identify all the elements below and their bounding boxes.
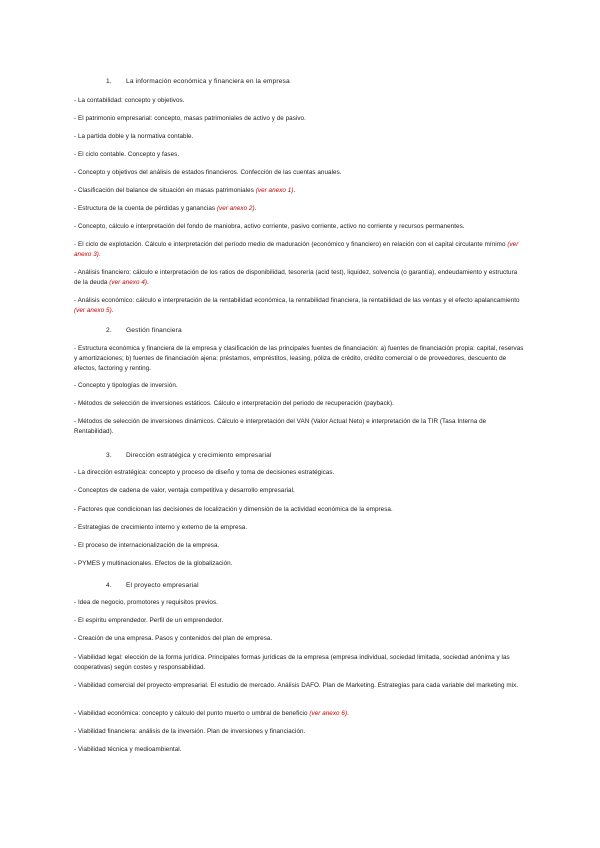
item-text: - Viabilidad legal: elección de la forma jurídica. Principales formas jurídicas de la empresa (empresa individual, sociedad limitada, sociedad anónima y las cooperativas) según costes y responsabilidad. bbox=[74, 654, 510, 672]
list-item bbox=[74, 486, 526, 496]
item-text: - El espíritu emprendedor. Perfil de un emprendedor. bbox=[74, 617, 224, 624]
annex-reference: (ver anexo 6) bbox=[309, 710, 348, 717]
list-item bbox=[74, 505, 526, 515]
item-tail: . bbox=[98, 251, 101, 259]
list-item bbox=[74, 204, 526, 214]
section-title: El proyecto empresarial bbox=[126, 582, 199, 589]
list-item bbox=[74, 634, 526, 644]
section-1-heading bbox=[106, 78, 290, 85]
annex-reference: (ver anexo 1) bbox=[255, 187, 294, 194]
list-item bbox=[74, 240, 526, 260]
annex-reference: (ver anexo 5) bbox=[74, 307, 112, 315]
list-item bbox=[74, 468, 526, 478]
item-text: - Viabilidad comercial del proyecto empresarial. El estudio de mercado. Análisis DAFO. Plan de Marketing. Estrategias para cada variable del marketing mix. bbox=[74, 682, 519, 689]
item-text: - Métodos de selección de inversiones estáticos. Cálculo e interpretación del periodo de recuperación (payback). bbox=[74, 400, 394, 407]
section-title: La información económica y financiera en la empresa bbox=[126, 78, 290, 85]
item-tail: . bbox=[147, 279, 149, 287]
section-2-heading bbox=[106, 327, 182, 334]
list-item bbox=[74, 296, 526, 316]
list-item bbox=[74, 96, 526, 106]
item-text: - Métodos de selección de inversiones dinámicos. Cálculo e interpretación del VAN (Valor Actual Neto) e interpretación de la TIR (Tasa Interna de Rentabilidad). bbox=[74, 418, 487, 436]
item-tail: . bbox=[347, 710, 349, 717]
list-item bbox=[74, 222, 526, 232]
list-item bbox=[74, 417, 526, 437]
list-item bbox=[74, 114, 526, 124]
list-item bbox=[74, 598, 526, 608]
item-text: - Idea de negocio, promotores y requisitos previos. bbox=[74, 599, 218, 606]
annex-reference: (ver anexo 2) bbox=[216, 205, 255, 212]
item-text: - Estructura económica y financiera de la empresa y clasificación de las principales fuentes de financiación: a) fuentes de financiación propia: capital, reservas y amortizaciones; b) fuentes de financiación ajena: préstamos, empréstitos, leasing, póliza de crédito, crédito comercial o de proveedores, descuento de efectos, factoring y renting. bbox=[74, 345, 524, 373]
list-item bbox=[74, 709, 526, 719]
section-number: 2. bbox=[106, 327, 112, 334]
list-item bbox=[74, 268, 526, 288]
list-item bbox=[74, 559, 526, 569]
item-text: - Creación de una empresa. Pasos y contenidos del plan de empresa. bbox=[74, 635, 273, 642]
item-text: - Viabilidad económica: concepto y cálculo del punto muerto o umbral de beneficio bbox=[74, 710, 310, 717]
list-item bbox=[74, 616, 526, 626]
item-text: - El ciclo de explotación. Cálculo e interpretación del período medio de maduración (económico y financiero) en relación con el capital circulante mínimo bbox=[74, 241, 508, 248]
item-text: - Concepto y objetivos del análisis de estados financieros. Confección de las cuentas anuales. bbox=[74, 169, 342, 176]
item-text: - La partida doble y la normativa contable. bbox=[74, 133, 194, 140]
item-text: - Concepto, cálculo e interpretación del fondo de maniobra, activo corriente, pasivo corriente, activo no corriente y recursos permanentes. bbox=[74, 223, 465, 230]
item-text: - Conceptos de cadena de valor, ventaja competitiva y desarrollo empresarial. bbox=[74, 487, 295, 494]
list-item bbox=[74, 150, 526, 160]
annex-reference: (ver anexo 4) bbox=[109, 279, 148, 287]
item-tail: . bbox=[254, 205, 257, 212]
item-text: - El patrimonio empresarial: concepto, masas patrimoniales de activo y de pasivo. bbox=[74, 115, 306, 122]
list-item bbox=[74, 132, 526, 142]
item-text: - Análisis financiero: cálculo e interpretación de los ratios de disponibilidad, tesorería (acid test), liquidez, solvencia (o garantía), endeudamiento y estructura de la deuda bbox=[74, 269, 518, 287]
item-text: - Clasificación del balance de situación en masas patrimoniales bbox=[74, 187, 256, 194]
section-4-heading bbox=[106, 582, 199, 589]
item-text: - La dirección estratégica: concepto y proceso de diseño y toma de decisiones estratégicas. bbox=[74, 469, 335, 476]
list-item bbox=[74, 745, 526, 755]
item-text: - Viabilidad financiera: análisis de la inversión. Plan de inversiones y financiación. bbox=[74, 728, 306, 735]
list-item bbox=[74, 344, 526, 375]
list-item bbox=[74, 541, 526, 551]
section-number: 1. bbox=[106, 78, 112, 85]
list-item bbox=[74, 186, 526, 196]
section-3-heading bbox=[106, 452, 272, 459]
item-text: - Viabilidad técnica y medioambiental. bbox=[74, 746, 182, 753]
list-item bbox=[74, 523, 526, 533]
item-text: - Análisis económico: cálculo e interpretación de la rentabilidad económica, la rentabilidad financiera, la rentabilidad de las ventas y el efecto apalancamiento bbox=[74, 297, 520, 304]
item-text: - Estructura de la cuenta de pérdidas y ganancias bbox=[74, 205, 217, 212]
annex-reference: (ver anexo 3) bbox=[74, 241, 519, 259]
item-text: - Concepto y tipologías de inversión. bbox=[74, 382, 178, 389]
item-tail: . bbox=[293, 187, 296, 194]
section-number: 4. bbox=[106, 582, 112, 589]
item-text: - PYMES y multinacionales. Efectos de la globalización. bbox=[74, 560, 233, 567]
section-title: Gestión financiera bbox=[126, 327, 182, 334]
section-title: Dirección estratégica y crecimiento empresarial bbox=[126, 452, 272, 459]
list-item bbox=[74, 168, 526, 178]
item-text: - El ciclo contable. Concepto y fases. bbox=[74, 151, 180, 158]
item-text: - La contabilidad: concepto y objetivos. bbox=[74, 97, 185, 104]
section-number: 3. bbox=[106, 452, 112, 459]
list-item bbox=[74, 681, 526, 691]
list-item bbox=[74, 653, 526, 673]
list-item bbox=[74, 727, 526, 737]
item-text: - Estrategias de crecimiento interno y externo de la empresa. bbox=[74, 524, 248, 531]
item-text: - El proceso de internacionalización de la empresa. bbox=[74, 542, 220, 549]
list-item bbox=[74, 381, 526, 391]
item-text: - Factores que condicionan las decisiones de localización y dimensión de la actividad económica de la empresa. bbox=[74, 506, 393, 513]
list-item bbox=[74, 399, 526, 409]
item-tail: . bbox=[111, 307, 114, 315]
